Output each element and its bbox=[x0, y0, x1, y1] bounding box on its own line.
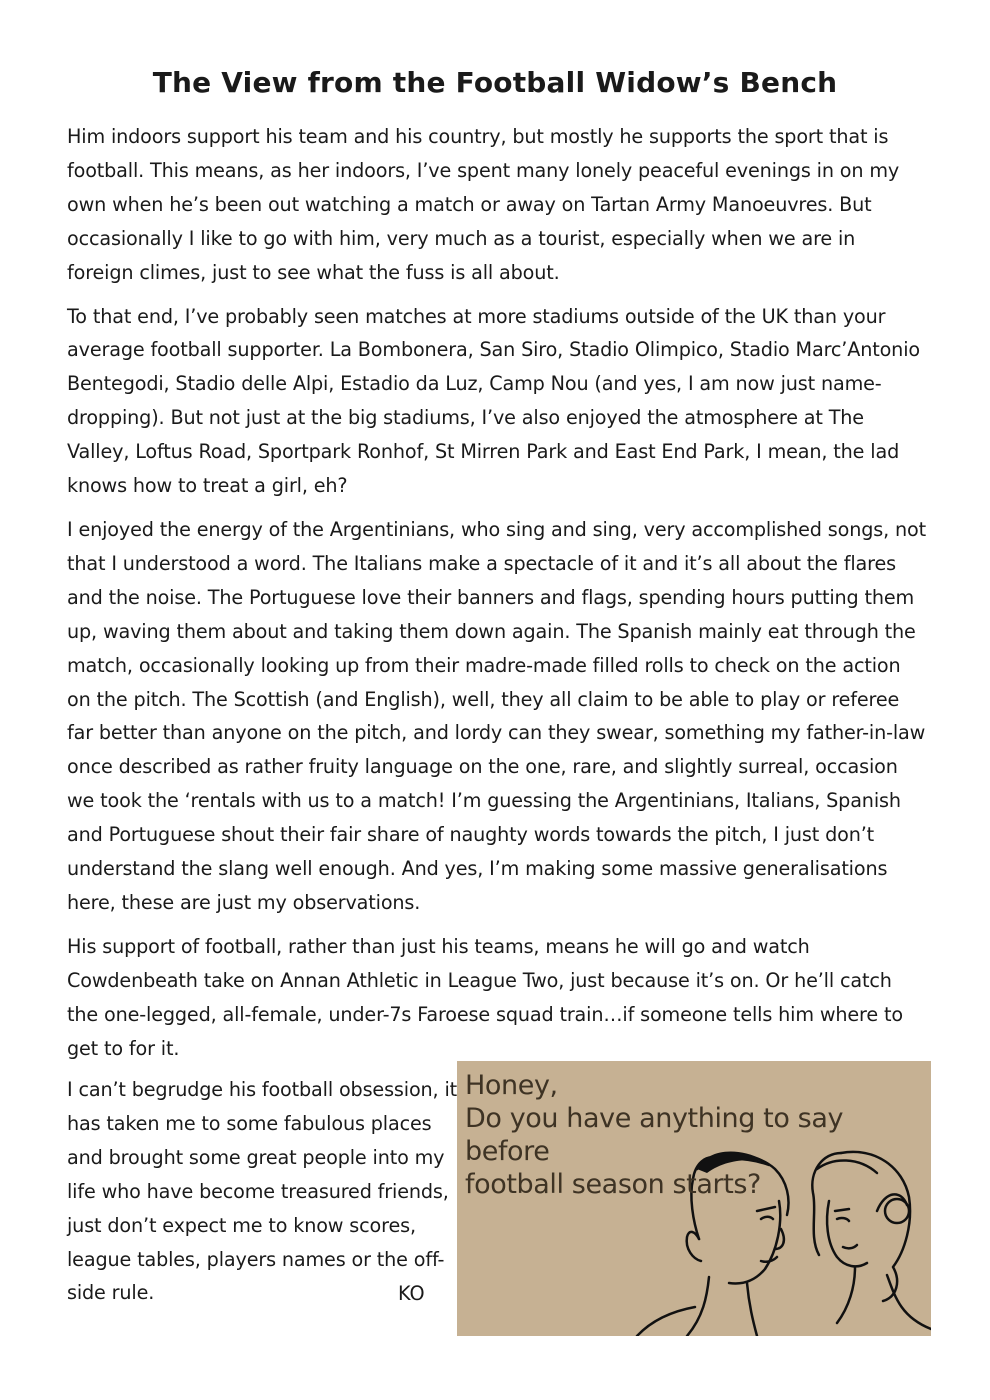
ecard-line-3: football season starts? bbox=[465, 1169, 761, 1200]
ecard-caption bbox=[465, 1069, 931, 1201]
paragraph-3: I enjoyed the energy of the Argentinians, who sing and sing, very accomplished songs, not that I understood a word. The Italians make a spectacle of it and it’s all about the flares and the noise. The Portuguese love their banners and flags, spending hours putting them up, waving them about and taking them down again. The Spanish mainly eat through the match, occasionally looking up from their madre-made filled rolls to check on the action on the pitch. The Scottish (and English), well, they all claim to be able to play or referee far better than anyone on the pitch, and lordy can they swear, something my father-in-law once described as rather fruity language on the one, rare, and slightly surreal, occasion we took the ‘rentals with us to a match! I’m guessing the Argentinians, Italians, Spanish and Portuguese shout their fair share of naughty words towards the pitch, I just don’t understand the slang well enough. And yes, I’m making some massive generalisations here, these are just my observations. bbox=[67, 517, 926, 914]
ecard-line-2: Do you have anything to say before bbox=[465, 1103, 844, 1167]
article-title: The View from the Football Widow’s Bench bbox=[152, 66, 838, 99]
paragraph-2: To that end, I’ve probably seen matches at more stadiums outside of the UK than your average football supporter. La Bombonera, San Siro, Stadio Olimpico, Stadio Marc’Antonio Bentegodi, Stadio delle Alpi, Estadio da Luz, Camp Nou (and yes, I am now just name-dropping). But not just at the big stadiums, I’ve also enjoyed the atmosphere at The Valley, Loftus Road, Sportpark Ronhof, St Mirren Park and East End Park, I mean, the lad knows how to treat a girl, eh? bbox=[67, 304, 920, 498]
paragraph-5: I can’t begrudge his football obsession, it has taken me to some fabulous places and brought some great people into my life who have become treasured friends, just don’t expect me to know scores, league tables, players names or the off-side rule. bbox=[67, 1078, 458, 1305]
ecard-line-1: Honey, bbox=[465, 1070, 558, 1101]
author-initials: KO bbox=[398, 1282, 425, 1305]
ecard-image bbox=[457, 1061, 931, 1336]
paragraph-4: His support of football, rather than just his teams, means he will go and watch Cowdenbeath take on Annan Athletic in League Two, just because it’s on. Or he’ll catch the one-legged, all-female, under-7s Faroese squad train…if someone tells him where to get to for it. bbox=[67, 934, 903, 1060]
paragraph-1: Him indoors support his team and his country, but mostly he supports the sport that is football. This means, as her indoors, I’ve spent many lonely peaceful evenings in on my own when he’s been out watching a match or away on Tartan Army Manoeuvres. But occasionally I like to go with him, very much as a tourist, especially when we are in foreign climes, just to see what the fuss is all about. bbox=[67, 125, 900, 284]
article-body bbox=[67, 120, 927, 1075]
